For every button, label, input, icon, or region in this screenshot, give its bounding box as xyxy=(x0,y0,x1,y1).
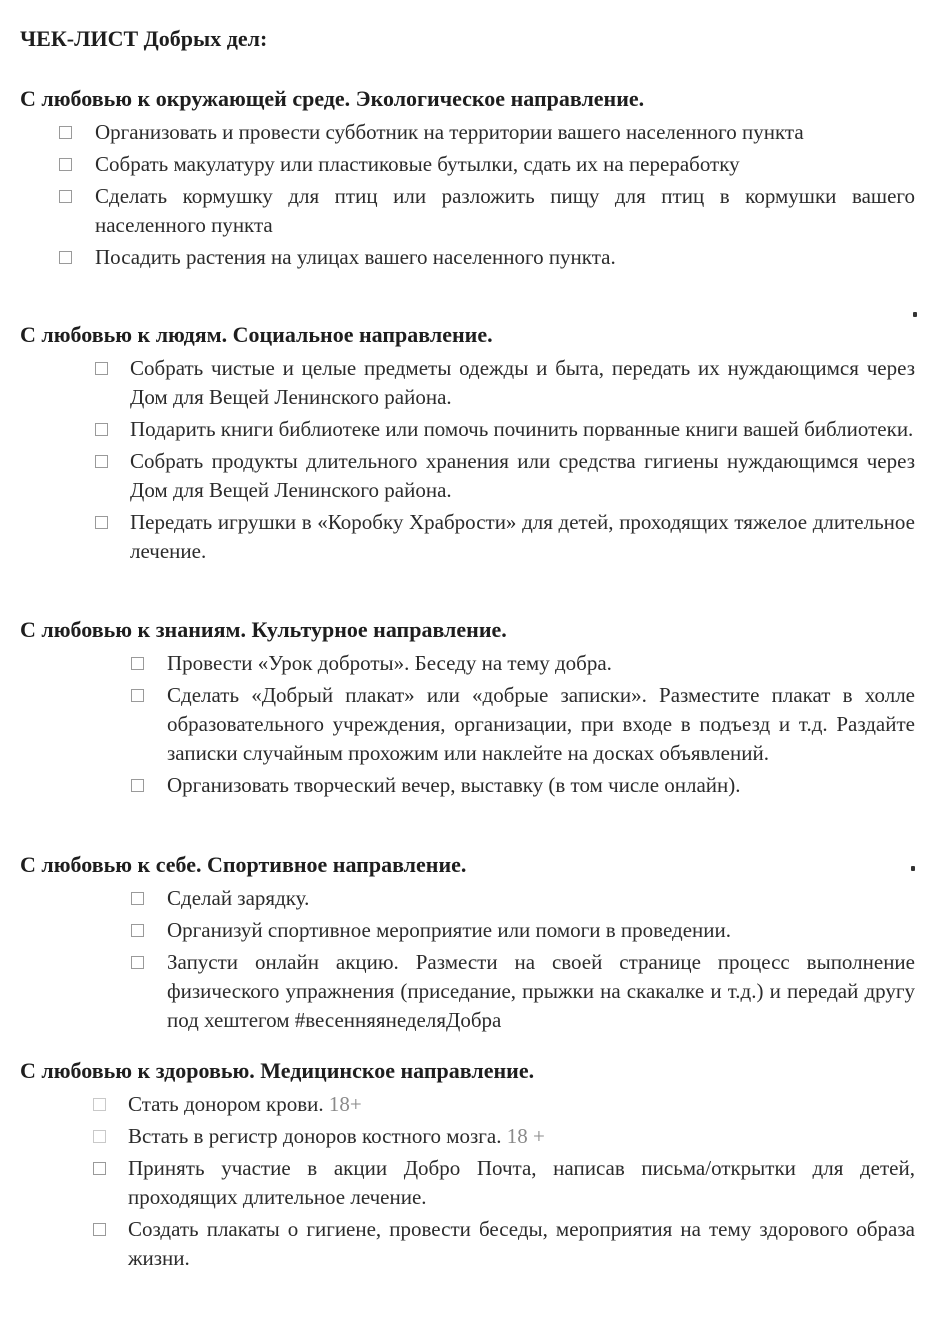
checkbox[interactable] xyxy=(59,158,72,171)
item-text: Сделай зарядку. xyxy=(167,886,310,910)
item-text: Собрать чистые и целые предметы одежды и быта, передать их нуждающимся через Дом для Вещей Ленинского района. xyxy=(130,356,915,409)
list-item xyxy=(93,1215,915,1273)
list-item xyxy=(93,1090,915,1119)
list-item xyxy=(95,447,915,505)
list-item xyxy=(59,118,915,147)
list-item xyxy=(131,948,915,1035)
checkbox[interactable] xyxy=(131,924,144,937)
list-item xyxy=(131,771,915,800)
checkbox[interactable] xyxy=(93,1223,106,1236)
checkbox[interactable] xyxy=(131,657,144,670)
section-heading: С любовью к окружающей среде. Экологическое направление. xyxy=(20,86,645,111)
checkbox[interactable] xyxy=(131,689,144,702)
list-item xyxy=(59,243,915,272)
checkbox[interactable] xyxy=(59,190,72,203)
checkbox[interactable] xyxy=(93,1162,106,1175)
item-text: Посадить растения на улицах вашего населенного пункта. xyxy=(95,245,616,269)
item-text: Подарить книги библиотеке или помочь починить порванные книги вашей библиотеки. xyxy=(130,417,914,441)
list-item xyxy=(95,415,915,444)
checkbox[interactable] xyxy=(95,423,108,436)
section-heading: С любовью к людям. Социальное направление. xyxy=(20,322,493,347)
item-text: Собрать макулатуру или пластиковые бутылки, сдать их на переработку xyxy=(95,152,740,176)
list-item xyxy=(59,182,915,240)
section-social xyxy=(0,322,942,569)
item-text: Передать игрушки в «Коробку Храбрости» для детей, проходящих тяжелое длительное лечение. xyxy=(130,510,915,563)
item-text: Создать плакаты о гигиене, провести беседы, мероприятия на тему здорового образа жизни. xyxy=(128,1217,915,1270)
checkbox[interactable] xyxy=(95,362,108,375)
checkbox[interactable] xyxy=(95,516,108,529)
section-heading: С любовью к знаниям. Культурное направление. xyxy=(20,617,507,642)
item-text: Собрать продукты длительного хранения или средства гигиены нуждающимся через Дом для Вещей Ленинского района. xyxy=(130,449,915,502)
checkbox[interactable] xyxy=(131,779,144,792)
list-item xyxy=(93,1122,915,1151)
list-item xyxy=(93,1154,915,1212)
age-mark: 18 + xyxy=(506,1124,545,1148)
checkbox[interactable] xyxy=(59,126,72,139)
section-health xyxy=(0,1058,942,1276)
list-item xyxy=(95,508,915,566)
item-text: Запусти онлайн акцию. Размести на своей странице процесс выполнение физического упражнения (приседание, прыжки на скакалке и т.д.) и передай другу под хештегом #весенняянеделяДобра xyxy=(167,950,915,1032)
item-text: Принять участие в акции Добро Почта, написав письма/открытки для детей, проходящих длительное лечение. xyxy=(128,1156,915,1209)
list-item xyxy=(131,681,915,768)
section-heading: С любовью к здоровью. Медицинское направление. xyxy=(20,1058,535,1083)
item-text xyxy=(128,1090,915,1119)
section-heading: С любовью к себе. Спортивное направление. xyxy=(20,852,467,877)
page-title: ЧЕК-ЛИСТ Добрых дел: xyxy=(20,26,268,51)
list-item xyxy=(59,150,915,179)
item-label: Встать в регистр доноров костного мозга. xyxy=(128,1124,502,1148)
item-text xyxy=(128,1122,915,1151)
item-text: Сделать кормушку для птиц или разложить пищу для птиц в кормушки вашего населенного пункта xyxy=(95,184,915,237)
item-text: Организовать и провести субботник на территории вашего населенного пункта xyxy=(95,120,804,144)
list-item xyxy=(131,884,915,913)
checkbox[interactable] xyxy=(95,455,108,468)
checkbox[interactable] xyxy=(59,251,72,264)
item-text: Провести «Урок доброты». Беседу на тему добра. xyxy=(167,651,612,675)
item-label: Стать донором крови. xyxy=(128,1092,324,1116)
item-text: Организовать творческий вечер, выставку (в том числе онлайн). xyxy=(167,773,741,797)
age-mark: 18+ xyxy=(328,1092,362,1116)
list-item xyxy=(95,354,915,412)
section-sport xyxy=(0,852,942,1038)
list-item xyxy=(131,649,915,678)
checkbox[interactable] xyxy=(93,1130,106,1143)
list-item xyxy=(131,916,915,945)
item-text: Сделать «Добрый плакат» или «добрые записки». Разместите плакат в холле образовательного учреждения, организации, при входе в подъезд и т.д. Раздайте записки случайным прохожим или наклейте на досках объявлений. xyxy=(167,683,915,765)
checkbox[interactable] xyxy=(131,892,144,905)
checkbox[interactable] xyxy=(93,1098,106,1111)
scan-speck xyxy=(911,866,915,871)
section-ecology xyxy=(0,86,942,275)
checkbox[interactable] xyxy=(131,956,144,969)
scan-speck xyxy=(913,312,917,317)
item-text: Организуй спортивное мероприятие или помоги в проведении. xyxy=(167,918,731,942)
section-culture xyxy=(0,617,942,803)
